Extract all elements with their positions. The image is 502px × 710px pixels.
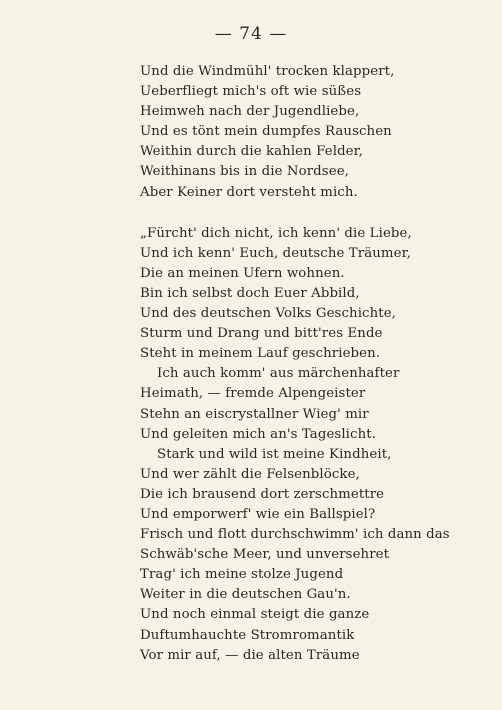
poem-line: Stark und wild ist meine Kindheit, [157, 446, 392, 462]
poem-line: Weithinans bis in die Nordsee, [140, 164, 349, 180]
poem-line: Duftumhauchte Stromromantik [140, 627, 355, 643]
poem-line: Frisch und flott durchschwimm' ich dann das [140, 527, 450, 543]
poem-line: Trag' ich meine stolze Jugend [140, 567, 344, 583]
stanza [140, 224, 492, 666]
page-number: — 74 — [214, 24, 288, 44]
poem-line: Heimweh nach der Jugendliebe, [140, 104, 360, 120]
poem-line: Steht in meinem Lauf geschrieben. [140, 346, 381, 362]
poem-line: Stehn an eiscrystallner Wieg' mir [140, 406, 369, 422]
poem-line: Und ich kenn' Euch, deutsche Träumer, [140, 245, 411, 261]
poem-text [140, 62, 492, 666]
poem-line: Und geleiten mich an's Tageslicht. [140, 426, 377, 442]
stanza-break [140, 203, 492, 224]
poem-line: Die ich brausend dort zerschmettre [140, 486, 385, 502]
poem-line: Bin ich selbst doch Euer Abbild, [140, 285, 360, 301]
poem-line: Und es tönt mein dumpfes Rauschen [140, 124, 392, 140]
poem-line: Weiter in die deutschen Gau'n. [140, 587, 351, 603]
poem-line: Ich auch komm' aus märchenhafter [157, 366, 400, 382]
poem-line: Die an meinen Ufern wohnen. [140, 265, 345, 281]
poem-line: Und die Windmühl' trocken klappert, [140, 64, 395, 79]
poem-line: Ueberfliegt mich's oft wie süßes [140, 84, 362, 100]
poem-line: Weithin durch die kahlen Felder, [140, 144, 363, 160]
poem-line: Und noch einmal steigt die ganze [140, 607, 370, 623]
stanza [140, 62, 492, 203]
poem-line: „Fürcht' dich nicht, ich kenn' die Liebe, [140, 225, 412, 241]
poem-line: Und emporwerf' wie ein Ballspiel? [140, 506, 376, 522]
poem-line: Schwäb'sche Meer, und unversehret [140, 547, 390, 563]
poem-line: Heimath, — fremde Alpengeister [140, 386, 366, 402]
poem-line: Aber Keiner dort versteht mich. [140, 184, 358, 200]
poem-line: Und des deutschen Volks Geschichte, [140, 306, 396, 322]
poem-line: Vor mir auf, — die alten Träume [140, 647, 360, 663]
poem-line: Und wer zählt die Felsenblöcke, [140, 466, 360, 482]
poem-line: Sturm und Drang und bitt'res Ende [140, 326, 383, 342]
